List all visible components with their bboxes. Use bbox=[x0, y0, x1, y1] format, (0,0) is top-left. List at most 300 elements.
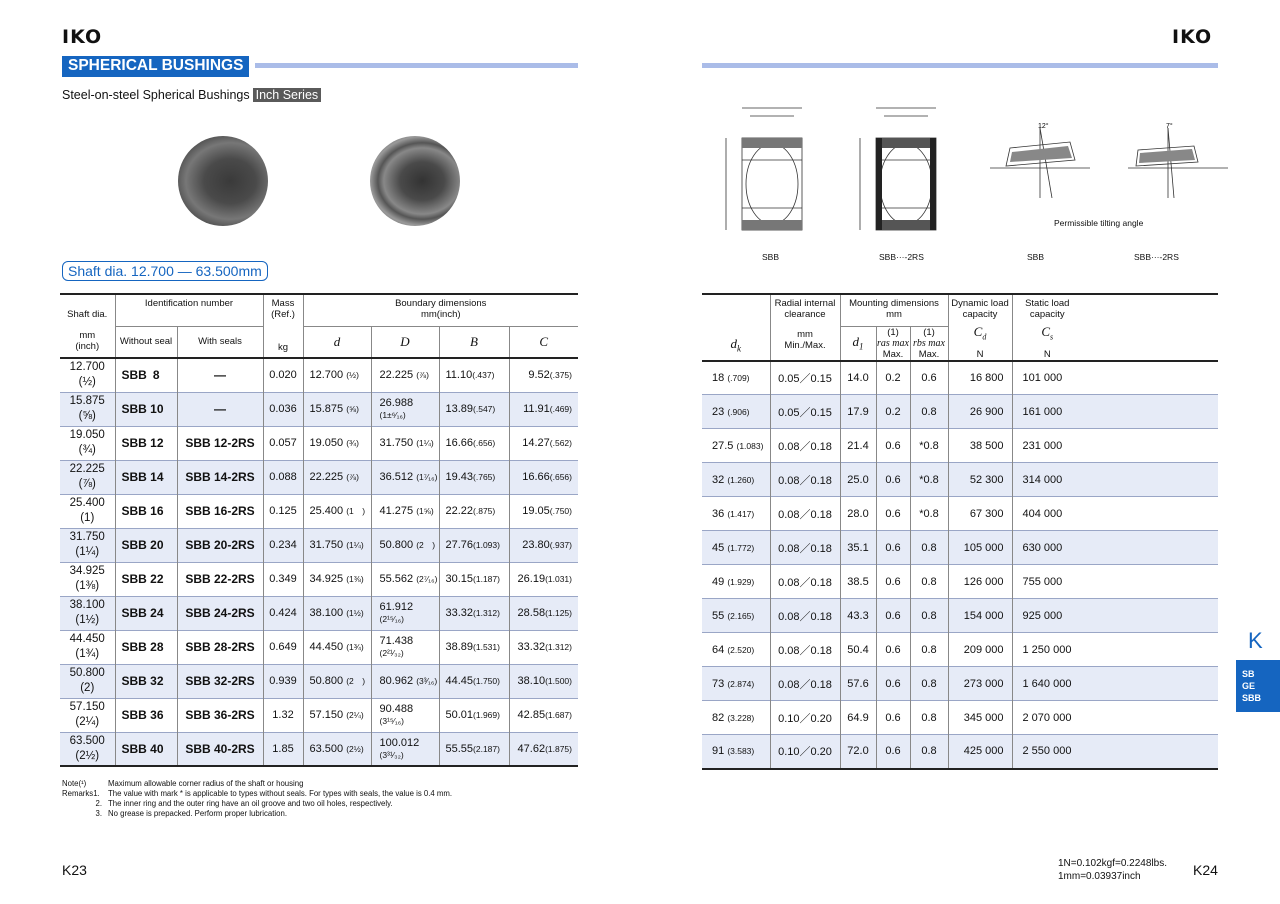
D-cell bbox=[371, 494, 439, 528]
mass-value: 0.057 bbox=[269, 437, 297, 449]
radial-clearance-cell bbox=[770, 667, 840, 701]
B-inch: (.656) bbox=[473, 438, 496, 448]
C-cell bbox=[509, 528, 578, 562]
C-mm: 16.66 bbox=[522, 471, 550, 483]
table-row bbox=[60, 664, 578, 698]
mass-value: 0.088 bbox=[269, 471, 297, 483]
header-cs-sym: $C_s$ bbox=[1041, 324, 1054, 342]
conversion-force: 1N=0.102kgf=0.2248lbs. bbox=[1058, 858, 1167, 869]
header-cs-unit: N bbox=[1043, 348, 1051, 360]
mass-value: 1.32 bbox=[272, 709, 294, 721]
note-line bbox=[62, 809, 452, 819]
d-cell bbox=[303, 494, 371, 528]
shaft-mm: 25.400 bbox=[69, 497, 105, 509]
mass-value: 0.349 bbox=[269, 573, 297, 585]
C-inch: (1.031) bbox=[545, 574, 572, 584]
d1-cell bbox=[840, 531, 876, 565]
rbs-cell bbox=[910, 599, 948, 633]
header-without-seal: Without seal bbox=[115, 326, 177, 358]
radial-clearance-cell bbox=[770, 395, 840, 429]
shaft-dia-cell bbox=[60, 426, 115, 460]
shaft-inch: (¾) bbox=[78, 444, 96, 456]
D-mm: 41.275 bbox=[379, 505, 414, 517]
table-row bbox=[60, 460, 578, 494]
C-mm: 42.85 bbox=[517, 709, 546, 721]
B-inch: (.875) bbox=[473, 506, 496, 516]
with-seals-id: SBB 12-2RS bbox=[185, 436, 255, 450]
C-mm: 28.58 bbox=[517, 607, 546, 619]
C-inch: (.375) bbox=[549, 370, 572, 381]
static-load: 314 000 bbox=[1022, 473, 1063, 486]
static-load: 630 000 bbox=[1022, 541, 1063, 554]
note-label: 3. bbox=[95, 809, 102, 818]
shaft-inch: (1¼) bbox=[75, 546, 100, 558]
without-seal-cell bbox=[115, 562, 177, 596]
dk-inch: (1.929) bbox=[727, 576, 755, 587]
D-mm: 61.912 bbox=[379, 601, 414, 613]
d-mm: 15.875 bbox=[309, 403, 344, 415]
rbs-cell bbox=[910, 633, 948, 667]
static-load-cell bbox=[1012, 429, 1082, 463]
d1-cell bbox=[840, 599, 876, 633]
mass-value: 0.125 bbox=[269, 505, 297, 517]
static-load: 1 640 000 bbox=[1022, 677, 1072, 690]
drawing-sbb-2rs bbox=[846, 98, 966, 238]
B-cell bbox=[439, 562, 509, 596]
dynamic-load-cell bbox=[948, 395, 1012, 429]
side-index-tab[interactable] bbox=[1236, 660, 1280, 712]
without-seal-cell bbox=[115, 630, 177, 664]
mass-value: 0.234 bbox=[269, 539, 297, 551]
dk-cell bbox=[702, 395, 770, 429]
dk-inch: (3.228) bbox=[727, 712, 755, 723]
static-load: 2 550 000 bbox=[1022, 745, 1072, 758]
d-inch: (2½) bbox=[346, 743, 364, 754]
d1-cell bbox=[840, 429, 876, 463]
without-seal-id: SBB 10 bbox=[121, 402, 164, 416]
static-load-cell bbox=[1012, 667, 1082, 701]
D-cell bbox=[371, 562, 439, 596]
mass-value: 0.424 bbox=[269, 607, 297, 619]
without-seal-id: SBB 14 bbox=[121, 470, 164, 484]
C-mm: 23.80 bbox=[522, 539, 550, 551]
B-inch: (1.531) bbox=[473, 642, 500, 652]
with-seals-id: SBB 32-2RS bbox=[185, 674, 255, 688]
d-mm: 44.450 bbox=[309, 641, 344, 653]
blank-cell bbox=[1082, 701, 1218, 735]
drawing-sbb bbox=[712, 98, 832, 238]
header-stat-cap: capacity bbox=[1029, 309, 1065, 320]
D-cell bbox=[371, 698, 439, 732]
ras-cell bbox=[876, 701, 910, 735]
header-static-load bbox=[1012, 294, 1082, 326]
with-seals-id: SBB 28-2RS bbox=[185, 640, 255, 654]
D-mm: 55.562 bbox=[379, 573, 414, 585]
d1-cell bbox=[840, 701, 876, 735]
tilt-caption: Permissible tilting angle bbox=[1054, 218, 1144, 228]
d-mm: 19.050 bbox=[309, 437, 344, 449]
shaft-dia-cell bbox=[60, 630, 115, 664]
header-rbs-max: Max. bbox=[918, 348, 940, 360]
C-cell bbox=[509, 460, 578, 494]
table-row bbox=[60, 698, 578, 732]
d-mm: 22.225 bbox=[309, 471, 344, 483]
mass-value: 1.85 bbox=[272, 742, 294, 755]
d-inch: (1 ) bbox=[346, 506, 366, 516]
shaft-inch: (1¾) bbox=[75, 648, 100, 660]
header-cd bbox=[948, 326, 1012, 361]
dynamic-load-cell bbox=[948, 429, 1012, 463]
side-tab-sbb: SBB bbox=[1242, 693, 1262, 703]
shaft-mm: 31.750 bbox=[69, 531, 105, 543]
radial-clearance: 0.10／0.20 bbox=[778, 712, 832, 725]
header-boundary-unit: mm(inch) bbox=[420, 309, 461, 320]
radial-clearance-cell bbox=[770, 497, 840, 531]
tilt-angle-sbb: 12° bbox=[1038, 123, 1049, 130]
rbs-value: 0.6 bbox=[921, 371, 937, 384]
C-mm: 26.19 bbox=[517, 573, 546, 585]
d1-value: 50.4 bbox=[847, 643, 869, 656]
D-inch: (⅞) bbox=[416, 370, 429, 381]
header-C: C bbox=[509, 326, 578, 358]
header-shaft-unit-inch: (inch) bbox=[75, 341, 100, 352]
radial-clearance: 0.08／0.18 bbox=[778, 474, 832, 487]
header-mounting-label: Mounting dimensions bbox=[849, 298, 939, 309]
d-mm: 12.700 bbox=[309, 369, 344, 382]
ras-cell bbox=[876, 497, 910, 531]
d1-value: 14.0 bbox=[847, 371, 869, 384]
with-seals-id: SBB 24-2RS bbox=[185, 606, 255, 620]
dynamic-load-cell bbox=[948, 463, 1012, 497]
d-inch: (1¾) bbox=[346, 642, 364, 652]
with-seals-id: SBB 20-2RS bbox=[185, 538, 255, 552]
B-mm: 33.32 bbox=[445, 607, 474, 619]
with-seals-id: SBB 40-2RS bbox=[185, 741, 255, 756]
header-mounting-unit: mm bbox=[886, 309, 902, 320]
dynamic-load-cell bbox=[948, 361, 1012, 395]
without-seal-cell bbox=[115, 426, 177, 460]
shaft-inch: (⅞) bbox=[78, 478, 96, 490]
B-inch: (1.187) bbox=[473, 574, 500, 584]
note-line bbox=[62, 789, 452, 799]
with-seals-cell bbox=[177, 494, 263, 528]
ras-cell bbox=[876, 667, 910, 701]
rbs-cell bbox=[910, 701, 948, 735]
B-mm: 16.66 bbox=[445, 437, 474, 449]
B-mm: 22.22 bbox=[445, 505, 474, 517]
dk-cell bbox=[702, 565, 770, 599]
rbs-value: 0.8 bbox=[921, 575, 937, 588]
C-cell bbox=[509, 698, 578, 732]
dk-cell bbox=[702, 599, 770, 633]
C-mm: 19.05 bbox=[522, 505, 550, 517]
header-d: d bbox=[303, 326, 371, 358]
d-cell bbox=[303, 596, 371, 630]
drawing-caption-1: SBB bbox=[762, 252, 780, 262]
without-seal-cell bbox=[115, 358, 177, 392]
dk-cell bbox=[702, 735, 770, 769]
header-stat-label: Static load bbox=[1025, 298, 1070, 309]
C-cell bbox=[509, 494, 578, 528]
mass-cell bbox=[263, 358, 303, 392]
drawing-tilt-sbb bbox=[990, 118, 1090, 198]
static-load-cell bbox=[1012, 395, 1082, 429]
note-text: No grease is prepacked. Perform proper lubrication. bbox=[108, 809, 287, 818]
radial-clearance: 0.08／0.18 bbox=[778, 440, 832, 453]
drawing-caption-4: SBB···-2RS bbox=[1134, 252, 1179, 262]
d1-value: 35.1 bbox=[847, 541, 869, 554]
with-seals-cell bbox=[177, 664, 263, 698]
notes-block bbox=[62, 779, 452, 819]
C-cell bbox=[509, 392, 578, 426]
d-cell bbox=[303, 664, 371, 698]
B-mm: 50.01 bbox=[445, 709, 474, 721]
header-mass-ref: (Ref.) bbox=[271, 309, 295, 320]
dk-inch: (2.874) bbox=[727, 678, 755, 689]
header-mass-label: Mass bbox=[271, 298, 295, 309]
title-rule-right bbox=[702, 63, 1218, 68]
ras-value: 0.6 bbox=[885, 609, 901, 622]
d1-value: 17.9 bbox=[847, 405, 869, 418]
B-cell bbox=[439, 698, 509, 732]
d-mm: 63.500 bbox=[309, 742, 344, 755]
dynamic-load-cell bbox=[948, 667, 1012, 701]
header-rbs-note: (1) bbox=[923, 326, 935, 338]
table-row bbox=[702, 395, 1218, 429]
d1-value: 25.0 bbox=[847, 473, 869, 486]
without-seal-id: SBB 8 bbox=[121, 368, 160, 383]
without-seal-cell bbox=[115, 494, 177, 528]
side-index-letter: K bbox=[1248, 628, 1263, 653]
mass-cell bbox=[263, 698, 303, 732]
dynamic-load-cell bbox=[948, 735, 1012, 769]
mass-cell bbox=[263, 596, 303, 630]
dynamic-load: 26 900 bbox=[969, 405, 1004, 418]
rbs-value: 0.8 bbox=[921, 643, 937, 656]
dk-inch: (1.083) bbox=[736, 440, 764, 451]
header-with-seals: With seals bbox=[177, 326, 263, 358]
dynamic-load-cell bbox=[948, 497, 1012, 531]
dimensions-table-right bbox=[702, 293, 1218, 770]
radial-clearance: 0.08／0.18 bbox=[778, 508, 832, 521]
D-inch: (1¼) bbox=[416, 438, 434, 448]
d-cell bbox=[303, 698, 371, 732]
d-inch: (1¼) bbox=[346, 540, 364, 550]
shaft-mm: 19.050 bbox=[69, 429, 105, 441]
ras-value: 0.2 bbox=[885, 371, 901, 384]
header-boundary-label: Boundary dimensions bbox=[395, 298, 487, 309]
header-mass bbox=[263, 294, 303, 326]
blank-cell bbox=[1082, 497, 1218, 531]
with-seals-cell bbox=[177, 426, 263, 460]
dk-inch: (1.260) bbox=[727, 474, 755, 485]
D-mm: 31.750 bbox=[379, 437, 414, 449]
C-inch: (.469) bbox=[549, 404, 572, 414]
D-inch: (2¹⁵⁄₁₆) bbox=[379, 614, 404, 624]
B-inch: (1.750) bbox=[473, 676, 500, 686]
without-seal-cell bbox=[115, 596, 177, 630]
C-inch: (1.312) bbox=[545, 642, 572, 652]
dk-mm: 64 bbox=[712, 643, 725, 656]
drawing-caption-2: SBB···-2RS bbox=[879, 252, 924, 262]
d1-cell bbox=[840, 361, 876, 395]
D-cell bbox=[371, 426, 439, 460]
note-line bbox=[62, 779, 452, 789]
table-row bbox=[60, 494, 578, 528]
with-seals-id: SBB 22-2RS bbox=[185, 572, 255, 586]
D-cell bbox=[371, 664, 439, 698]
D-inch: (1⁷⁄₁₆) bbox=[416, 472, 438, 482]
B-inch: (.437) bbox=[472, 370, 495, 381]
shaft-dia-cell bbox=[60, 596, 115, 630]
dynamic-load: 126 000 bbox=[963, 575, 1004, 588]
d1-value: 38.5 bbox=[847, 575, 869, 588]
B-mm: 19.43 bbox=[445, 471, 474, 483]
blank-cell bbox=[1082, 735, 1218, 769]
d-inch: (1½) bbox=[346, 608, 364, 618]
blank-cell bbox=[1082, 463, 1218, 497]
rbs-value: 0.8 bbox=[921, 405, 937, 418]
dynamic-load: 38 500 bbox=[969, 439, 1004, 452]
header-ident: Identification number bbox=[115, 294, 263, 326]
rbs-value: 0.8 bbox=[921, 609, 937, 622]
static-load: 2 070 000 bbox=[1022, 711, 1072, 724]
shaft-mm: 44.450 bbox=[69, 633, 105, 645]
radial-clearance-cell bbox=[770, 463, 840, 497]
C-mm: 11.91 bbox=[523, 403, 550, 415]
d-cell bbox=[303, 392, 371, 426]
ras-cell bbox=[876, 429, 910, 463]
D-inch: (1±⁶⁄₁₆) bbox=[379, 410, 406, 420]
rbs-cell bbox=[910, 565, 948, 599]
ras-cell bbox=[876, 633, 910, 667]
shaft-dia-cell bbox=[60, 698, 115, 732]
header-ras-note: (1) bbox=[887, 326, 899, 338]
note-label: 2. bbox=[95, 799, 102, 808]
ras-value: 0.2 bbox=[885, 405, 901, 418]
table-row bbox=[60, 528, 578, 562]
with-seals-id: SBB 16-2RS bbox=[185, 504, 255, 518]
subtitle-text: Steel-on-steel Spherical Bushings bbox=[62, 88, 250, 102]
bearing-image bbox=[178, 136, 268, 226]
header-clearance-label: clearance bbox=[784, 309, 826, 320]
without-seal-id: SBB 28 bbox=[121, 640, 164, 654]
with-seals-id: SBB 36-2RS bbox=[185, 708, 255, 722]
B-mm: 27.76 bbox=[445, 539, 474, 551]
mass-cell bbox=[263, 426, 303, 460]
header-rbs-sym: rbs max bbox=[913, 337, 945, 349]
ras-cell bbox=[876, 395, 910, 429]
D-inch: (2⁷⁄₁₆) bbox=[416, 574, 438, 584]
D-inch: (3¹⁵⁄₁₆) bbox=[379, 716, 404, 726]
D-cell bbox=[371, 596, 439, 630]
d-inch: (1⅜) bbox=[346, 574, 364, 584]
without-seal-id: SBB 32 bbox=[121, 674, 164, 688]
B-inch: (.547) bbox=[473, 404, 496, 414]
d-mm: 38.100 bbox=[309, 607, 344, 619]
D-mm: 36.512 bbox=[379, 471, 414, 483]
C-cell bbox=[509, 664, 578, 698]
dk-inch: (1.772) bbox=[727, 542, 755, 553]
d1-cell bbox=[840, 633, 876, 667]
rbs-cell bbox=[910, 531, 948, 565]
ras-value: 0.6 bbox=[885, 507, 901, 520]
header-ras-sym: ras max bbox=[877, 337, 909, 349]
note-text: The inner ring and the outer ring have an oil groove and two oil holes, respectively. bbox=[108, 799, 393, 808]
dynamic-load: 105 000 bbox=[963, 541, 1004, 554]
dk-cell bbox=[702, 463, 770, 497]
D-cell bbox=[371, 392, 439, 426]
ras-cell bbox=[876, 361, 910, 395]
rbs-value: *0.8 bbox=[919, 439, 939, 452]
unit-conversions bbox=[1058, 857, 1167, 883]
d1-cell bbox=[840, 395, 876, 429]
shaft-dia-cell bbox=[60, 732, 115, 766]
radial-clearance: 0.10／0.20 bbox=[778, 746, 832, 759]
with-seals-cell bbox=[177, 630, 263, 664]
mass-cell bbox=[263, 494, 303, 528]
d1-cell bbox=[840, 497, 876, 531]
mass-value: 0.036 bbox=[269, 403, 297, 415]
inch-series-badge: Inch Series bbox=[253, 88, 322, 102]
C-inch: (.562) bbox=[549, 438, 572, 448]
radial-clearance: 0.08／0.18 bbox=[778, 644, 832, 657]
dk-cell bbox=[702, 633, 770, 667]
B-cell bbox=[439, 426, 509, 460]
D-mm: 80.962 bbox=[379, 675, 414, 687]
dynamic-load: 209 000 bbox=[963, 643, 1004, 656]
static-load-cell bbox=[1012, 463, 1082, 497]
C-cell bbox=[509, 426, 578, 460]
rbs-cell bbox=[910, 361, 948, 395]
note-text: Maximum allowable corner radius of the shaft or housing bbox=[108, 779, 304, 788]
shaft-mm: 63.500 bbox=[69, 734, 105, 747]
section-title: SPHERICAL BUSHINGS bbox=[62, 56, 249, 77]
radial-clearance: 0.05／0.15 bbox=[778, 406, 832, 419]
dk-mm: 55 bbox=[712, 609, 725, 622]
header-dynamic-load bbox=[948, 294, 1012, 326]
static-load: 101 000 bbox=[1022, 371, 1063, 384]
radial-clearance: 0.05／0.15 bbox=[778, 372, 832, 385]
dynamic-load-cell bbox=[948, 701, 1012, 735]
rbs-cell bbox=[910, 463, 948, 497]
mass-cell bbox=[263, 528, 303, 562]
table-row bbox=[60, 358, 578, 392]
dk-mm: 32 bbox=[712, 473, 725, 486]
header-ras-max: Max. bbox=[882, 348, 904, 360]
rbs-cell bbox=[910, 735, 948, 769]
shaft-dia-cell bbox=[60, 392, 115, 426]
d-cell bbox=[303, 460, 371, 494]
header-B: B bbox=[439, 326, 509, 358]
C-mm: 33.32 bbox=[517, 641, 546, 653]
title-rule-left bbox=[255, 63, 578, 68]
rbs-value: *0.8 bbox=[919, 473, 939, 486]
blank-cell bbox=[1082, 429, 1218, 463]
dk-inch: (.709) bbox=[727, 372, 750, 383]
B-inch: (1.312) bbox=[473, 608, 500, 618]
radial-clearance-cell bbox=[770, 599, 840, 633]
dk-cell bbox=[702, 531, 770, 565]
header-dyn-label: Dynamic load bbox=[951, 298, 1009, 309]
D-cell bbox=[371, 358, 439, 392]
without-seal-cell bbox=[115, 698, 177, 732]
radial-clearance-cell bbox=[770, 735, 840, 769]
d-inch: (⅝) bbox=[346, 404, 359, 414]
without-seal-id: SBB 20 bbox=[121, 538, 164, 552]
static-load: 755 000 bbox=[1022, 575, 1063, 588]
mass-value: 0.020 bbox=[269, 369, 297, 382]
